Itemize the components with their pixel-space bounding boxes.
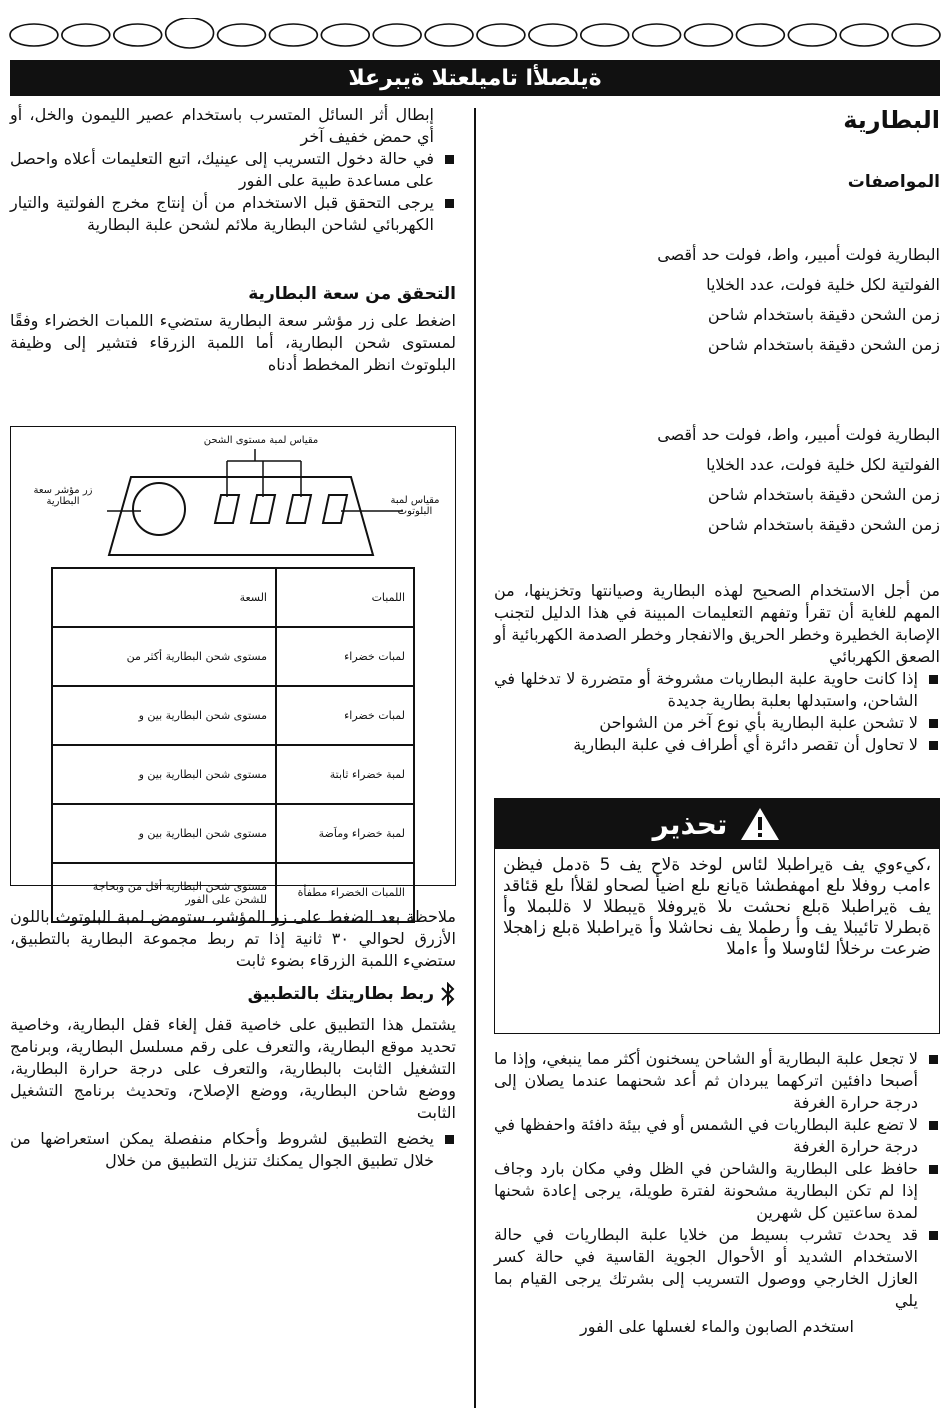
page-oval-active <box>166 18 214 48</box>
table-header-row <box>52 568 414 627</box>
bullet-item: إذا كانت حاوية علبة البطاريات مشروخة أو متضررة لا تدخلها في الشاحن، واستبدلها بعلبة بطارية جديدة <box>494 668 940 712</box>
right-column-lower <box>494 1048 940 1338</box>
page-oval <box>581 24 629 46</box>
table-row <box>52 804 414 863</box>
bullet-item: لا تشحن علبة البطارية بأي نوع آخر من الشواحن <box>494 712 940 734</box>
page-oval <box>373 24 421 46</box>
page-oval <box>840 24 888 46</box>
table-cell: اللمبات الخضراء مطفأة <box>276 863 414 922</box>
page-oval <box>218 24 266 46</box>
spec-line: زمن الشحن دقيقة باستخدام شاحن <box>707 485 940 504</box>
spec-group-1 <box>494 240 940 360</box>
label-indicator-button: زر مؤشر سعة البطارية <box>33 485 93 507</box>
table-header: السعة <box>52 568 276 627</box>
table-row <box>52 745 414 804</box>
spec-line: زمن الشحن دقيقة باستخدام شاحن <box>707 335 940 354</box>
page-oval <box>425 24 473 46</box>
page-oval <box>788 24 836 46</box>
bullet-item: حافظ على البطارية والشاحن في الظل وفي مكان بارد وجاف إذا لم تكن البطارية مشحونة لفترة طويلة، يرجى إعادة شحنها لمدة ساعتين كل شهرين <box>494 1158 940 1224</box>
left-column-lower <box>10 906 456 1172</box>
spec-group-2 <box>494 420 940 540</box>
last-line: استخدم الصابون والماء لغسلها على الفور <box>580 1317 854 1336</box>
label-charge-level-lamps: مقياس لمبة مستوى الشحن <box>203 435 319 446</box>
note-paragraph: ملاحظة بعد الضغط على زر المؤشر، ستومض لمبة البلوتوث باللون الأزرق لحوالي ٣٠ ثانية إذا تم ربط مجموعة البطارية بالتطبيق، ستضيء اللمبة الزرقاء بضوء ثابت <box>10 907 456 970</box>
page-oval <box>529 24 577 46</box>
bluetooth-icon <box>440 982 456 1006</box>
table-cell: مستوى شحن البطارية بين و <box>52 745 276 804</box>
spec-line: زمن الشحن دقيقة باستخدام شاحن <box>707 305 940 324</box>
table-cell: مستوى شحن البطارية أقل من وبحاجة للشحن على الفور <box>52 863 276 922</box>
table-row <box>52 627 414 686</box>
spec-line: الفولتية لكل خلية فولت، عدد الخلايا <box>706 455 940 474</box>
warning-header <box>495 799 939 849</box>
bullet-item: قد يحدث تشرب بسيط من خلايا علبة البطاريات في حالة الاستخدام الشديد أو الأحوال الجوية القاسية في حالة كسر العازل الخارجي ووصول التسريب إلى بشرتك يرجى القيام بما يلي <box>494 1224 940 1312</box>
capacity-heading: التحقق من سعة البطارية <box>248 284 456 304</box>
warning-triangle-icon <box>739 806 781 842</box>
banner-title: ةيلصلأا تاميلعتلا ةيبرعلا <box>348 65 602 91</box>
warning-box <box>494 798 940 1034</box>
right-column <box>494 104 940 756</box>
battery-indicator-diagram <box>10 426 456 906</box>
bullet-item: يرجى التحقق قبل الاستخدام من أن إنتاج مخرج الفولتية والتيار الكهربائي لشاحن البطارية ملائم لشحن علبة البطارية <box>10 192 456 236</box>
column-divider <box>474 108 476 1408</box>
table-cell: مستوى شحن البطارية أكثر من <box>52 627 276 686</box>
table-cell: لمبات خضراء <box>276 627 414 686</box>
table-row <box>52 686 414 745</box>
page-oval <box>736 24 784 46</box>
specs-heading: المواصفات <box>847 172 940 192</box>
bullet-item: في حالة دخول التسريب إلى عينيك، اتبع التعليمات أعلاه واحصل على مساعدة طبية على الفور <box>10 148 456 192</box>
left-column <box>10 104 456 376</box>
table-cell: مستوى شحن البطارية بين و <box>52 804 276 863</box>
page-oval <box>269 24 317 46</box>
warning-title: تحذير <box>652 807 728 841</box>
page-oval <box>685 24 733 46</box>
spec-line: زمن الشحن دقيقة باستخدام شاحن <box>707 515 940 534</box>
page-oval <box>633 24 681 46</box>
page-oval <box>477 24 525 46</box>
section-banner <box>10 60 940 96</box>
spec-line: البطارية فولت أمبير، واط، فولت حد أقصى <box>657 425 940 444</box>
page-index-ovals <box>8 18 942 52</box>
spec-line: البطارية فولت أمبير، واط، فولت حد أقصى <box>657 245 940 264</box>
app-heading: ربط بطاريتك بالتطبيق <box>247 984 434 1004</box>
bullet-item: لا تحاول أن تقصر دائرة أي أطراف في علبة البطارية <box>494 734 940 756</box>
bullet-item: لا تضع علبة البطاريات في الشمس أو في بيئة دافئة واحفظها في درجة حرارة الغرفة <box>494 1114 940 1158</box>
page-oval <box>114 24 162 46</box>
label-bluetooth-lamp: مقياس لمبة البلوتوث <box>390 495 440 517</box>
table-cell: لمبات خضراء <box>276 686 414 745</box>
neutralize-paragraph: إبطال أثر السائل المتسرب باستخدام عصير الليمون والخل، أو أي حمض خفيف آخر <box>10 105 434 146</box>
page-oval <box>62 24 110 46</box>
table-cell: لمبة خضراء وماَضة <box>276 804 414 863</box>
app-heading-row <box>10 982 456 1006</box>
page-oval <box>10 24 58 46</box>
capacity-paragraph: اضغط على زر مؤشر سعة البطارية ستضيء اللمبات الخضراء وفقًا لمستوى شحن البطارية، أما اللمبة الزرقاء فتشير إلى وظيفة البلوتوث انظر المخطط أدناه <box>10 311 456 374</box>
table-cell: مستوى شحن البطارية بين و <box>52 686 276 745</box>
page-oval <box>321 24 369 46</box>
spec-line: الفولتية لكل خلية فولت، عدد الخلايا <box>706 275 940 294</box>
table-header: اللمبات <box>276 568 414 627</box>
table-cell: لمبة خضراء ثابتة <box>276 745 414 804</box>
page-oval <box>892 24 940 46</box>
page-title: البطارية <box>843 106 940 134</box>
bullet-item: لا تجعل علبة البطارية أو الشاحن يسخنون أكثر مما ينبغي، وإذا ما أصبحا دافئين اتركهما يبردان ثم أعد شحنهما عندما يصلان إلى درجة حرارة الغرفة <box>494 1048 940 1114</box>
intro-paragraph: من أجل الاستخدام الصحيح لهذه البطارية وصيانتها وتخزينها، من المهم للغاية أن تقرأ وتفهم التعليمات المبينة في هذا الدليل لتجنب الإصابة الخطيرة وخطر الحريق والانفجار وخطر الصدمة الكهربائية أو الصعق الكهربائي <box>494 581 940 666</box>
capacity-table <box>51 567 415 923</box>
app-paragraph: يشتمل هذا التطبيق على خاصية قفل إلغاء قفل البطارية، وخاصية تحديد موقع البطارية، والتعرف على رقم مسلسل البطارية، وبرنامج التشغيل الثابت بالبطارية، والتعرف على درجة حرارة البطارية، ووضع شاحن البطارية، ووضع الإصلاح، وتحديث برنامج التشغيل الثابت <box>10 1015 456 1122</box>
warning-text: ،كيءوي يف ةيراطبلا لئاس لوخد ةلاح يف 5 ةدمل فيظن ءامب روفلا ىلع امهفطشا ةيانع ىلع اضيأ لصحاو لقلأا ىلع قئاقد يف ةيراطبلا ةبلع نحشت ىلا ةيروفلا ةيبطلا لا ةللبملا وأ ةبطرلا تائيبلا يف وأ رطملا يف نحاشلا وأ ةيراطبلا ةبلع زاهجلا ضرعت ىرخلأا لئاوسلا وأ ءاملا <box>503 855 931 959</box>
bullet-item: يخضع التطبيق لشروط وأحكام منفصلة يمكن استعراضها من خلال تطبيق الجوال يمكنك تنزيل التطبيق من خلال <box>10 1128 456 1172</box>
